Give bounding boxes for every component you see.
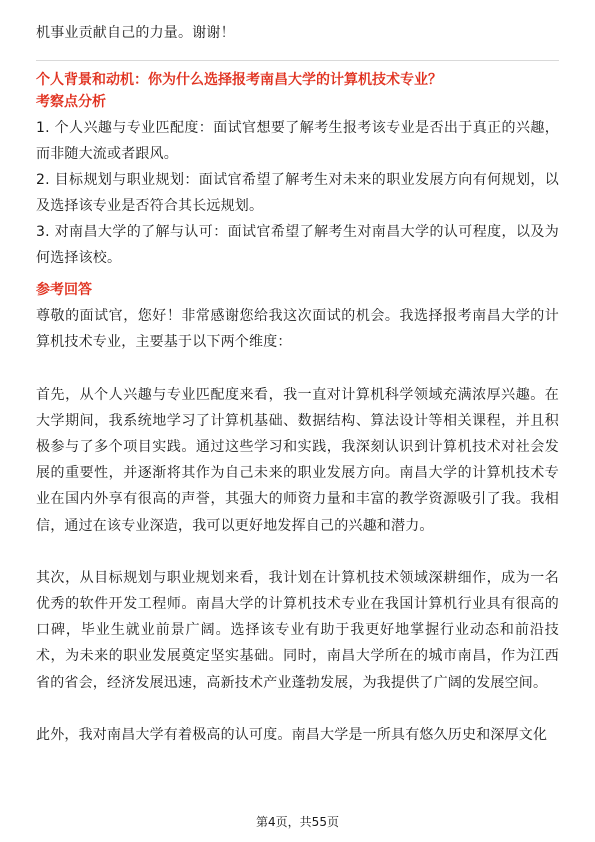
analysis-item: 1. 个人兴趣与专业匹配度：面试官想要了解考生报考该专业是否出于真正的兴趣，而非随大流或者跟风。 bbox=[36, 120, 559, 163]
spacer bbox=[36, 356, 559, 382]
page-number: 第4页，共55页 bbox=[256, 815, 339, 829]
spacer bbox=[36, 696, 559, 722]
analysis-item: 3. 对南昌大学的了解与认可：面试官希望了解考生对南昌大学的认可程度，以及为何选择该校。 bbox=[36, 224, 559, 267]
answer-paragraph: 尊敬的面试官，您好！非常感谢您给我这次面试的机会。我选择报考南昌大学的计算机技术专业，主要基于以下两个维度： bbox=[36, 308, 559, 351]
answer-paragraph: 首先，从个人兴趣与专业匹配度来看，我一直对计算机科学领域充满浓厚兴趣。在大学期间，我系统地学习了计算机基础、数据结构、算法设计等相关课程，并且积极参与了多个项目实践。通过这些学习和实践，我深刻认识到计算机技术对社会发展的重要性，并逐渐将其作为自己未来的职业发展方向。南昌大学的计算机技术专业在国内外享有很高的声誉，其强大的师资力量和丰富的教学资源吸引了我。我相信，通过在该专业深造，我可以更好地发挥自己的兴趣和潜力。 bbox=[36, 386, 559, 534]
interview-question: 个人背景和动机：你为什么选择报考南昌大学的计算机技术专业？ bbox=[36, 72, 442, 89]
answer-heading: 参考回答 bbox=[36, 282, 92, 299]
continued-text: 机事业贡献自己的力量。谢谢！ bbox=[36, 25, 235, 41]
analysis-item: 2. 目标规划与职业规划：面试官希望了解考生对未来的职业发展方向有何规划，以及选择该专业是否符合其长远规划。 bbox=[36, 172, 559, 215]
answer-paragraph: 此外，我对南昌大学有着极高的认可度。南昌大学是一所具有悠久历史和深厚文化 bbox=[36, 726, 548, 743]
analysis-heading: 考察点分析 bbox=[36, 94, 106, 111]
answer-paragraph: 其次，从目标规划与职业规划来看，我计划在计算机技术领域深耕细作，成为一名优秀的软件开发工程师。南昌大学的计算机技术专业在我国计算机行业具有很高的口碑，毕业生就业前景广阔。选择该专业有助于我更好地掌握行业动态和前沿技术，为未来的职业发展奠定坚实基础。同时，南昌大学所在的城市南昌，作为江西省的省会，经济发展迅速，高新技术产业蓬勃发展，为我提供了广阔的发展空间。 bbox=[36, 569, 559, 691]
analysis-list bbox=[36, 115, 559, 271]
spacer bbox=[36, 539, 559, 565]
section-divider bbox=[36, 60, 559, 61]
spacer bbox=[36, 271, 559, 279]
page-content bbox=[36, 20, 559, 748]
